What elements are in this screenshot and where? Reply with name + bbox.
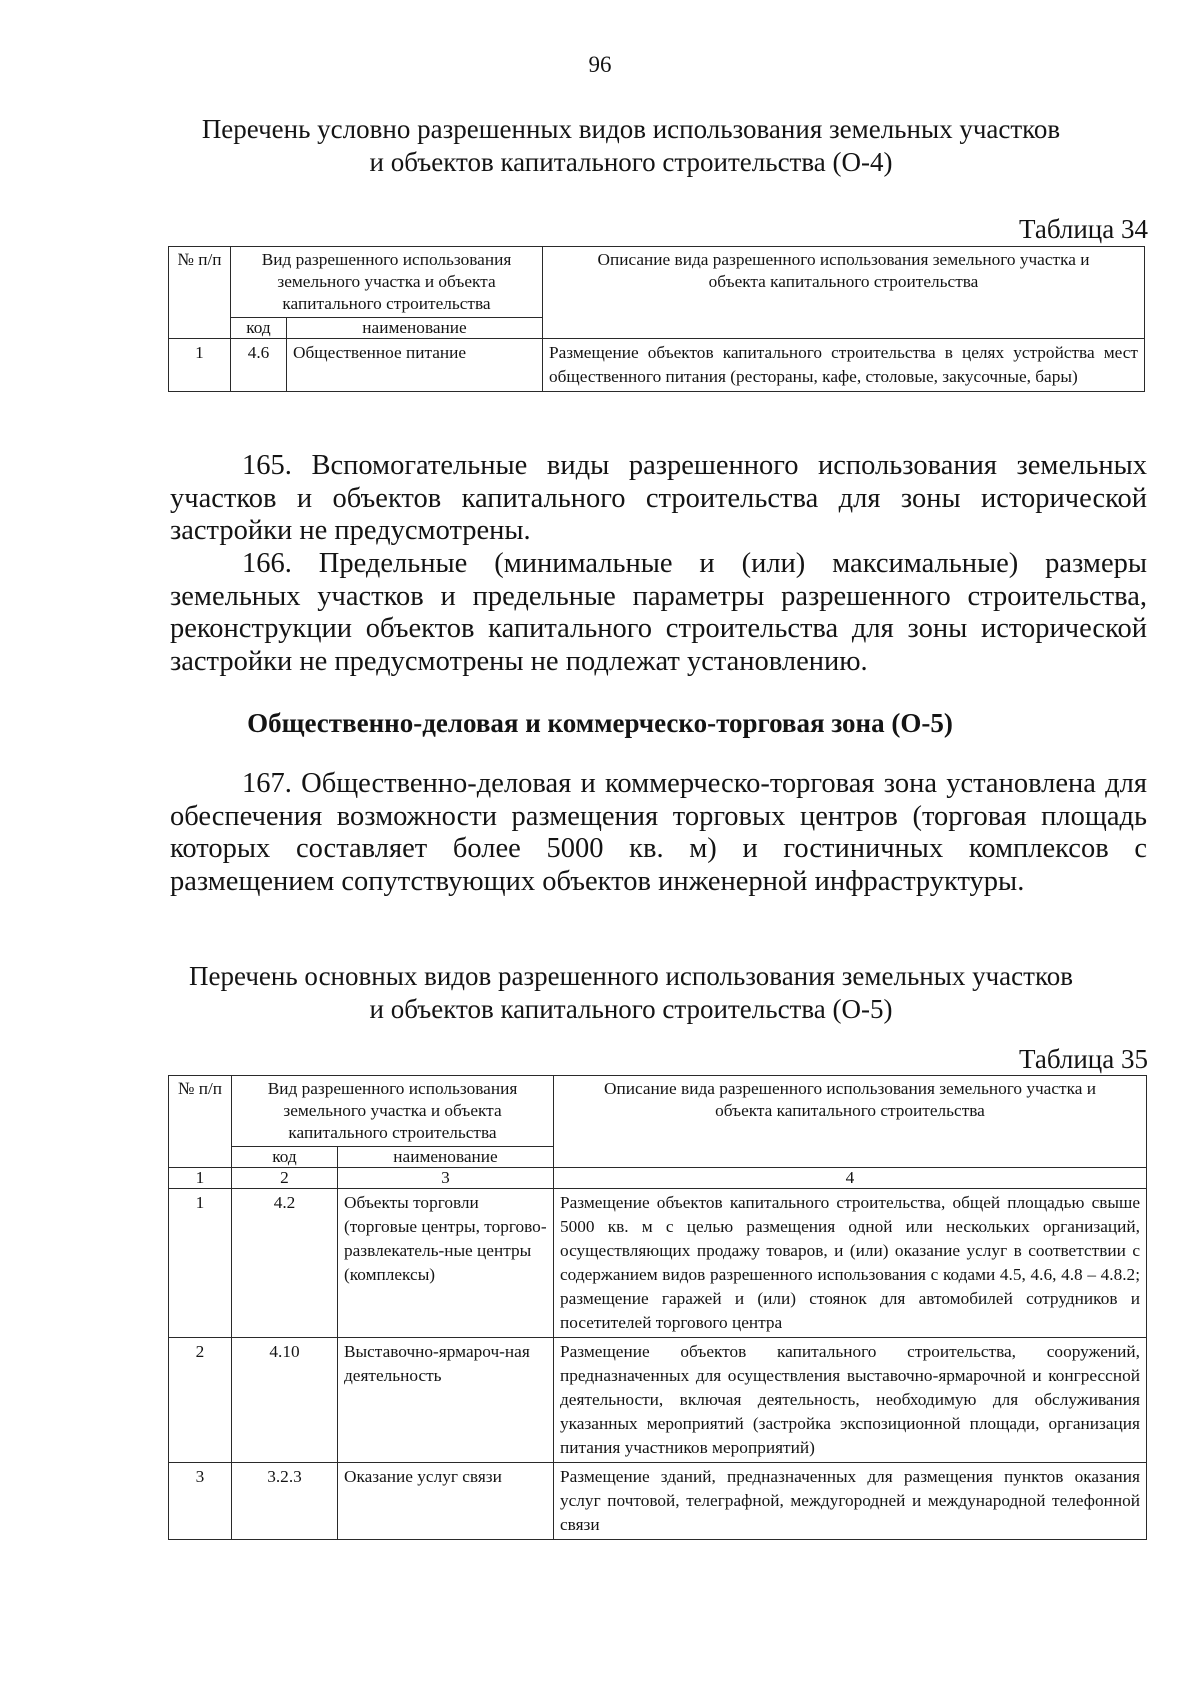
table34-header-num: № п/п <box>169 247 231 339</box>
table34-cell-desc: Размещение объектов капитального строительства в целях устройства мест общественного питания (рестораны, кафе, столовые, закусочные, бары) <box>543 339 1145 392</box>
table35 <box>168 1075 1147 1540</box>
table35-cell-code: 4.10 <box>232 1338 338 1463</box>
table34-header-desc: Описание вида разрешенного использования земельного участка и объекта капитального строительства <box>543 247 1145 339</box>
column-number: 4 <box>554 1168 1147 1189</box>
table35-cell-num: 3 <box>169 1463 232 1540</box>
table35-header-num: № п/п <box>169 1076 232 1168</box>
table35-header-code: код <box>232 1147 338 1168</box>
table34-header-group: Вид разрешенного использования земельного участка и объекта капитального строительства <box>231 247 543 318</box>
table-row <box>169 1463 1147 1540</box>
table35-cell-code: 4.2 <box>232 1189 338 1338</box>
table35-header-group: Вид разрешенного использования земельного участка и объекта капитального строительства <box>232 1076 554 1147</box>
table35-cell-desc: Размещение объектов капитального строительства, сооружений, предназначенных для осуществления выставочно-ярмарочной и конгрессной деятельности, включая деятельность, необходимую для обслуживания указанных мероприятий (застройка экспозиционной площади, организация питания участников мероприятий) <box>554 1338 1147 1463</box>
table34-title <box>170 113 1092 179</box>
table35-header-name: наименование <box>338 1147 554 1168</box>
table35-cell-num: 2 <box>169 1338 232 1463</box>
table35-title <box>170 960 1092 1026</box>
table34-label: Таблица 34 <box>1019 214 1148 244</box>
table35-cell-code: 3.2.3 <box>232 1463 338 1540</box>
table35-label: Таблица 35 <box>1019 1044 1148 1074</box>
paragraph-167: 167. Общественно-деловая и коммерческо-торговая зона установлена для обеспечения возможности размещения торговых центров (торговая площадь которых составляет более 5000 кв. м) и гостиничных комплексов с размещением сопутствующих объектов инженерной инфраструктуры. <box>170 768 1147 897</box>
column-number: 3 <box>338 1168 554 1189</box>
table34 <box>168 246 1145 392</box>
column-number: 2 <box>232 1168 338 1189</box>
table35-title-line1: Перечень основных видов разрешенного использования земельных участков <box>189 961 1073 991</box>
table34-title-line1: Перечень условно разрешенных видов использования земельных участков <box>201 114 1061 144</box>
table34-cell-name: Общественное питание <box>287 339 543 392</box>
table35-cell-desc: Размещение зданий, предназначенных для размещения пунктов оказания услуг почтовой, телеграфной, междугородней и международной телефонной связи <box>554 1463 1147 1540</box>
table-row <box>169 1189 1147 1338</box>
table34-header-code: код <box>231 318 287 339</box>
table35-title-line2: и объектов капитального строительства (О-5) <box>369 994 893 1024</box>
table34-title-line2: и объектов капитального строительства (О-4) <box>369 147 893 177</box>
table35-cell-name: Объекты торговли (торговые центры, торгово-развлекатель-ные центры (комплексы) <box>338 1189 554 1338</box>
table-row <box>169 1338 1147 1463</box>
zone-heading: Общественно-деловая и коммерческо-торговая зона (О-5) <box>247 708 953 738</box>
table35-header-desc: Описание вида разрешенного использования земельного участка и объекта капитального строительства <box>554 1076 1147 1168</box>
table34-cell-num: 1 <box>169 339 231 392</box>
table35-cell-desc: Размещение объектов капитального строительства, общей площадью свыше 5000 кв. м с целью размещения одной или нескольких организаций, осуществляющих продажу товаров, и (или) оказание услуг в соответствии с содержанием видов разрешенного использования с кодами 4.5, 4.6, 4.8 – 4.8.2; размещение гаражей и (или) стоянок для автомобилей сотрудников и посетителей торгового центра <box>554 1189 1147 1338</box>
table35-cell-name: Оказание услуг связи <box>338 1463 554 1540</box>
paragraph-165: 165. Вспомогательные виды разрешенного использования земельных участков и объектов капитального строительства для зоны исторической застройки не предусмотрены. <box>170 450 1147 546</box>
page-number: 96 <box>588 52 612 77</box>
table35-column-numbers <box>169 1168 1147 1189</box>
paragraph-166: 166. Предельные (минимальные и (или) максимальные) размеры земельных участков и предельные параметры разрешенного строительства, реконструкции объектов капитального строительства для зоны исторической застройки не предусмотрены не подлежат установлению. <box>170 548 1147 677</box>
table-row <box>169 339 1145 392</box>
table34-header-name: наименование <box>287 318 543 339</box>
table35-cell-num: 1 <box>169 1189 232 1338</box>
table34-cell-code: 4.6 <box>231 339 287 392</box>
column-number: 1 <box>169 1168 232 1189</box>
table35-cell-name: Выставочно-ярмароч-ная деятельность <box>338 1338 554 1463</box>
